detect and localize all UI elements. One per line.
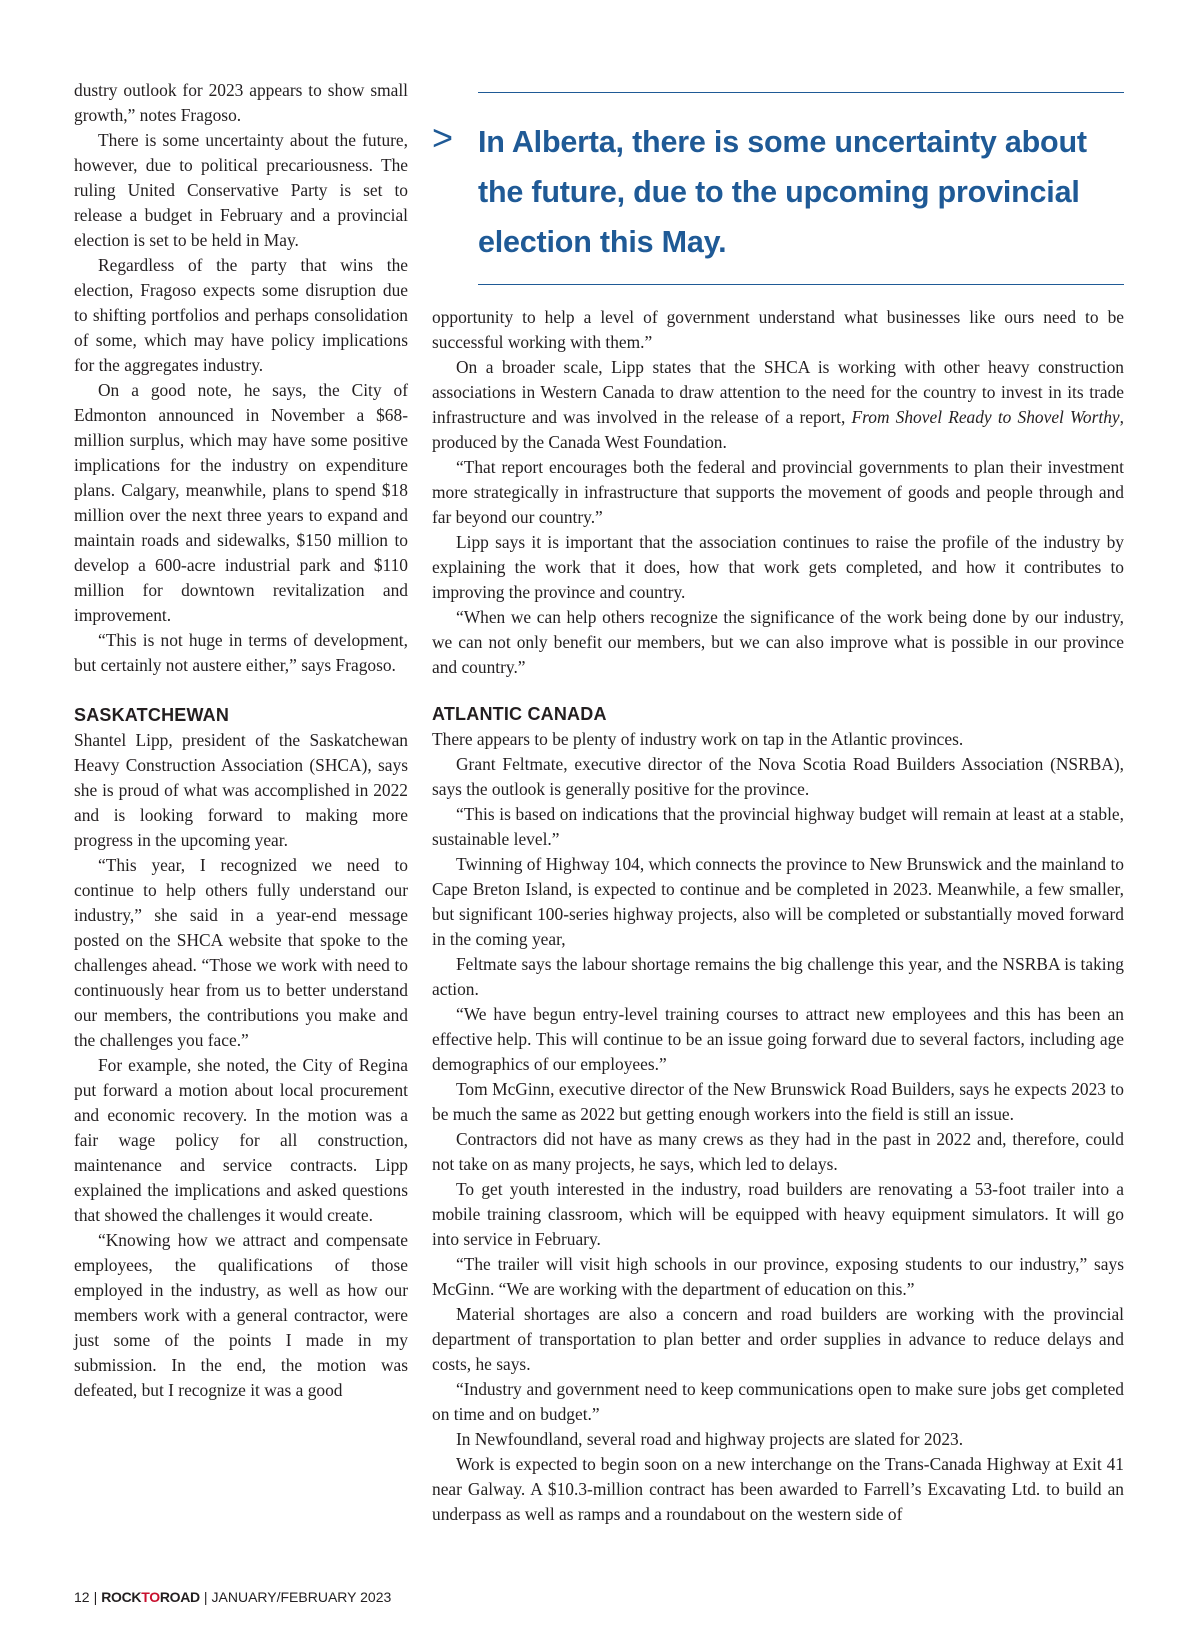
body-paragraph: “Knowing how we attract and compensate employees, the qualifications of those employed in the industry, as well as how our members work with a general contractor, were just some of the points I made in my submission. In the end, the motion was defeated, but I recognize it was a good: [74, 1230, 408, 1400]
logo-text-road: ROAD: [159, 1589, 200, 1605]
body-paragraph: Twinning of Highway 104, which connects the province to New Brunswick and the mainland to Cape Breton Island, is expected to continue and be completed in 2023. Meanwhile, a few smaller, but significant 100-series highway projects, also will be completed or substantially moved forward in the coming year,: [432, 854, 1124, 949]
body-paragraph: “Industry and government need to keep communications open to make sure jobs get completed on time and on budget.”: [432, 1379, 1124, 1424]
report-title: From Shovel Ready to Shovel Worthy: [851, 407, 1120, 427]
pull-quote-text: In Alberta, there is some uncertainty about the future, due to the upcoming provincial election this May.: [478, 125, 1087, 259]
logo-text-rock: ROCK: [101, 1589, 142, 1605]
body-paragraph: “This is not huge in terms of development, but certainly not austere either,” says Fragoso.: [74, 630, 408, 675]
section-heading-atlantic-canada: ATLANTIC CANADA: [432, 704, 607, 724]
body-paragraph: There is some uncertainty about the future, however, due to political precariousness. The ruling United Conservative Party is set to release a budget in February and a provincial election is set to be held in May.: [74, 130, 408, 250]
body-paragraph: “The trailer will visit high schools in our province, exposing students to our industry,” says McGinn. “We are working with the department of education on this.”: [432, 1254, 1124, 1299]
body-paragraph: “We have begun entry-level training courses to attract new employees and this has been an effective help. This will continue to be an issue going forward due to several factors, including age demographics of our employees.”: [432, 1004, 1124, 1074]
page-number: 12: [74, 1589, 90, 1605]
body-paragraph: “This year, I recognized we need to continue to help others fully understand our industry,” she said in a year-end message posted on the SHCA website that spoke to the challenges ahead. “Those we work with need to continuously hear from us to better understand our members, the contributions you make and the challenges you face.”: [74, 855, 408, 1050]
body-paragraph: Tom McGinn, executive director of the New Brunswick Road Builders, says he expects 2023 to be much the same as 2022 but getting enough workers into the field is still an issue.: [432, 1079, 1124, 1124]
chevron-right-icon: >: [432, 117, 454, 158]
body-paragraph: Contractors did not have as many crews as they had in the past in 2022 and, therefore, could not take on as many projects, he says, which led to delays.: [432, 1129, 1124, 1174]
body-paragraph: On a good note, he says, the City of Edmonton announced in November a $68-million surplus, which may have some positive implications for the industry on expenditure plans. Calgary, meanwhile, plans to spend $18 million over the next three years to expand and maintain roads and sidewalks, $150 million to develop a 600-acre industrial park and $110 million for downtown revitalization and improvement.: [74, 380, 408, 625]
body-paragraph: Shantel Lipp, president of the Saskatchewan Heavy Construction Association (SHCA), says she is proud of what was accomplished in 2022 and is looking forward to making more progress in the upcoming year.: [74, 730, 408, 850]
body-paragraph: For example, she noted, the City of Regina put forward a motion about local procurement and economic recovery. In the motion was a fair wage policy for all construction, maintenance and service contracts. Lipp explained the implications and asked questions that showed the challenges it would create.: [74, 1055, 408, 1225]
pull-quote-bottom-rule: [478, 284, 1124, 285]
section-heading-saskatchewan: SASKATCHEWAN: [74, 705, 230, 725]
footer-separator: |: [93, 1589, 98, 1605]
paragraph-text: , produced by the Canada West Foundation.: [432, 407, 1124, 452]
body-paragraph: There appears to be plenty of industry work on tap in the Atlantic provinces.: [432, 729, 964, 749]
left-column: [74, 78, 408, 1403]
body-paragraph: Regardless of the party that wins the election, Fragoso expects some disruption due to shifting portfolios and perhaps consolidation of some, which may have policy implications for the aggregates industry.: [74, 255, 408, 375]
body-paragraph: Material shortages are also a concern and road builders are working with the provincial department of transportation to plan better and order supplies in advance to reduce delays and costs, he says.: [432, 1304, 1124, 1374]
body-paragraph: opportunity to help a level of government understand what businesses like ours need to be successful working with them.”: [432, 307, 1124, 352]
body-paragraph: To get youth interested in the industry, road builders are renovating a 53-foot trailer into a mobile training classroom, which will be equipped with heavy equipment simulators. It will go into service in February.: [432, 1179, 1124, 1249]
logo-text-to: TO: [141, 1589, 160, 1605]
body-paragraph: Work is expected to begin soon on a new interchange on the Trans-Canada Highway at Exit 41 near Galway. A $10.3-million contract has been awarded to Farrell’s Excavating Ltd. to build an underpass as well as ramps and a roundabout on the western side of: [432, 1454, 1124, 1524]
body-paragraph: In Newfoundland, several road and highway projects are slated for 2023.: [456, 1429, 964, 1449]
magazine-logo: [101, 1587, 200, 1607]
right-column: [432, 305, 1124, 1527]
body-paragraph: “This is based on indications that the provincial highway budget will remain at least at a stable, sustainable level.”: [432, 804, 1124, 849]
body-paragraph: dustry outlook for 2023 appears to show small growth,” notes Fragoso.: [74, 80, 408, 125]
pull-quote-top-rule: [478, 92, 1124, 93]
body-paragraph: Feltmate says the labour shortage remains the big challenge this year, and the NSRBA is taking action.: [432, 954, 1124, 999]
footer-separator: |: [203, 1589, 208, 1605]
pull-quote: [432, 92, 1124, 287]
body-paragraph: Grant Feltmate, executive director of the Nova Scotia Road Builders Association (NSRBA), says the outlook is generally positive for the province.: [432, 754, 1124, 799]
page-footer: [74, 1587, 391, 1607]
paragraph-text: On a broader scale, Lipp states that the SHCA is working with other heavy construction associations in Western Canada to draw attention to the need for the country to invest in its trade infrastructure and was involved in the release of a report,: [432, 357, 1124, 427]
body-paragraph: “That report encourages both the federal and provincial governments to plan their investment more strategically in infrastructure that supports the movement of goods and people through and far beyond our country.”: [432, 457, 1124, 527]
body-paragraph: [432, 355, 1124, 455]
issue-date: JANUARY/FEBRUARY 2023: [211, 1589, 392, 1605]
body-paragraph: Lipp says it is important that the association continues to raise the profile of the industry by explaining the work that it does, how that work gets completed, and how it contributes to improving the province and country.: [432, 532, 1124, 602]
body-paragraph: “When we can help others recognize the significance of the work being done by our industry, we can not only benefit our members, but we can also improve what is possible in our province and country.”: [432, 607, 1124, 677]
